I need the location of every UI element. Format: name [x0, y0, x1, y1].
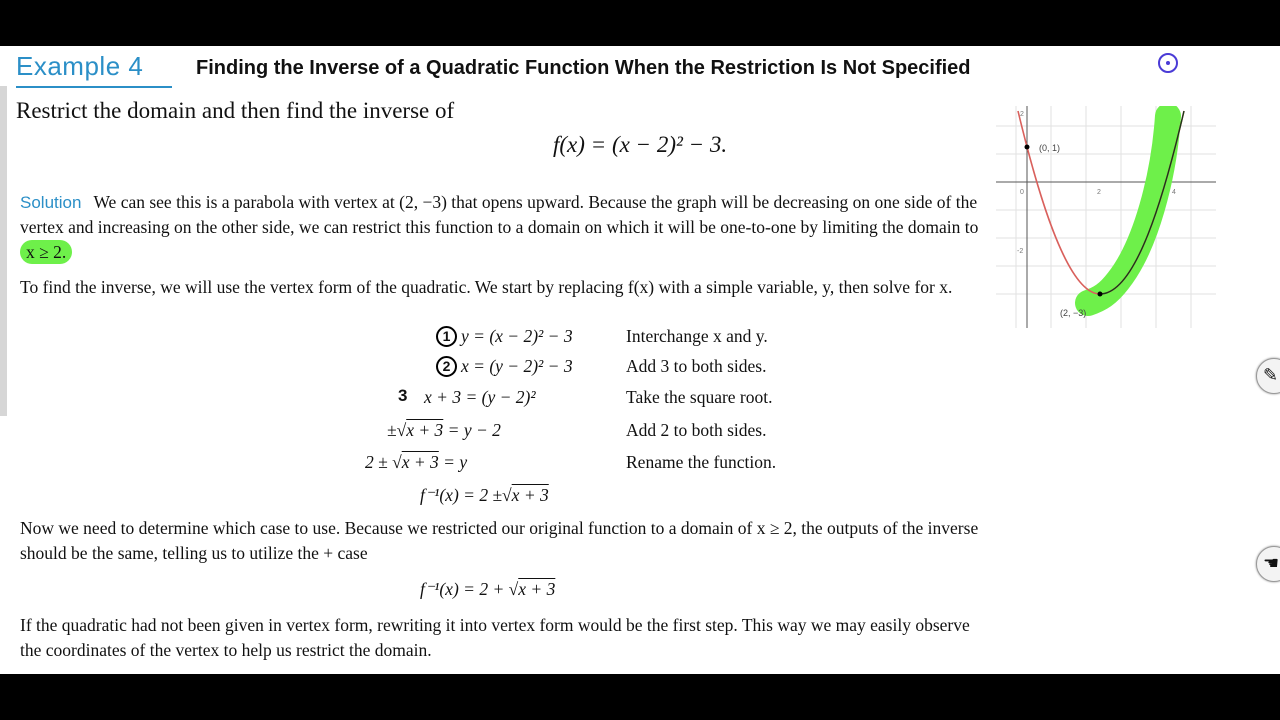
step-2-marker: 2	[436, 356, 457, 377]
step-1-note: Interchange x and y.	[626, 326, 768, 346]
step-3-equation: x + 3 = (y − 2)²	[424, 387, 536, 407]
example-title: Finding the Inverse of a Quadratic Function When the Restriction Is Not Specified	[196, 57, 971, 79]
closing-paragraph: If the quadratic had not been given in vertex form, rewriting it into vertex form would be the first step. This way we may easily observe the coordinates of the vertex to help us restrict the domain.	[20, 615, 970, 660]
point-label-0-1: (0, 1)	[1039, 143, 1061, 153]
tick-x0: 0	[1020, 189, 1024, 196]
example-label: Example 4	[16, 51, 144, 81]
step-6-equation: f⁻¹(x) = 2 ±√x + 3	[420, 485, 549, 505]
solution-paragraph	[20, 190, 980, 265]
tick-y2: 2	[1020, 111, 1024, 118]
textbook-page	[0, 46, 1280, 674]
step-3-note: Take the square root.	[626, 387, 773, 407]
problem-lead: Restrict the domain and then find the inverse of	[16, 98, 455, 123]
step-3-marker: 3	[398, 386, 408, 405]
step-1-marker: 1	[436, 326, 457, 347]
page-edge	[0, 86, 7, 416]
conclusion-paragraph: Now we need to determine which case to use. Because we restricted our original function to a domain of x ≥ 2, the outputs of the inverse should be the same, telling us to utilize the + case	[20, 518, 979, 563]
final-inverse: f⁻¹(x) = 2 + √x + 3	[420, 579, 556, 599]
record-indicator-icon[interactable]	[1158, 53, 1178, 73]
point-label-vertex: (2, −3)	[1060, 308, 1087, 318]
solution-label: Solution	[20, 193, 82, 212]
step-4-note: Add 2 to both sides.	[626, 420, 767, 440]
parabola-graph	[996, 106, 1216, 328]
vertex-point	[1098, 292, 1103, 297]
tick-ym2: -2	[1017, 248, 1024, 255]
step-1-equation: 1 y = (x − 2)² − 3	[436, 326, 573, 347]
step-2-equation: 2 x = (y − 2)² − 3	[436, 356, 573, 377]
tick-x2: 2	[1097, 189, 1101, 196]
step-4-equation: ±√x + 3 = y − 2	[387, 420, 501, 440]
step-2-note: Add 3 to both sides.	[626, 356, 767, 376]
pen-tool-icon[interactable]: ✎	[1256, 358, 1280, 394]
solution-text: We can see this is a parabola with vertex at (2, −3) that opens upward. Because the graph will be decreasing on one side of the vertex and increasing on the other side, we can restrict this function to a domain on which it will be one-to-one by limiting the domain to	[20, 192, 979, 237]
highlighted-restriction: x ≥ 2.	[20, 240, 72, 264]
point-0-1	[1025, 145, 1030, 150]
problem-function: f(x) = (x − 2)² − 3.	[553, 132, 728, 157]
solution-paragraph-2: To find the inverse, we will use the vertex form of the quadratic. We start by replacing f(x) with a simple variable, y, then solve for x.	[20, 277, 953, 297]
step-5-equation: 2 ± √x + 3 = y	[365, 452, 468, 472]
example-underline	[16, 86, 172, 88]
hand-tool-icon[interactable]: ☚	[1256, 546, 1280, 582]
step-5-note: Rename the function.	[626, 452, 777, 472]
tick-x4: 4	[1172, 189, 1176, 196]
